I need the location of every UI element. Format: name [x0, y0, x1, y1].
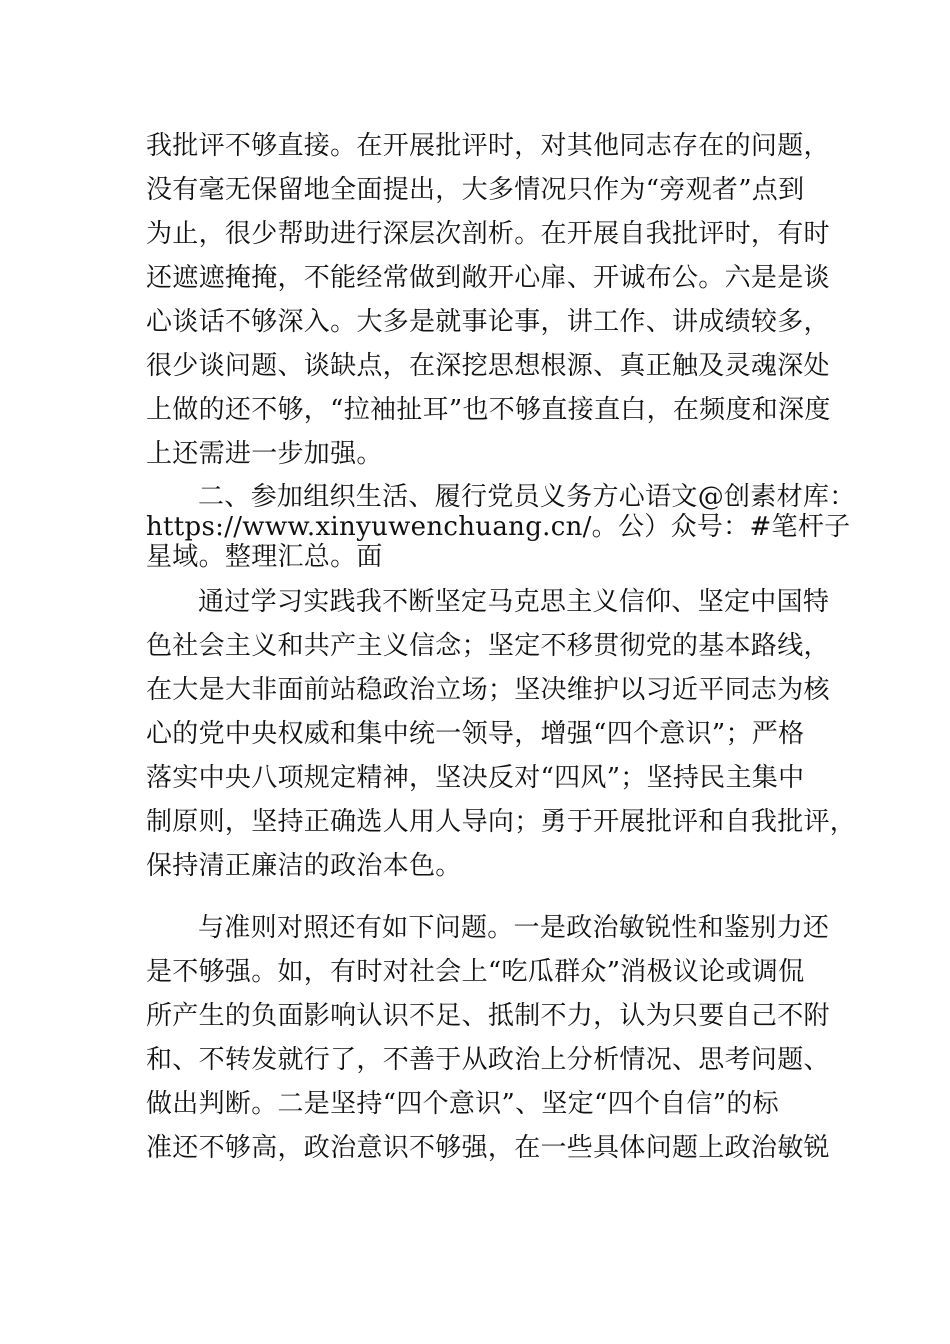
heading-line: 二、参加组织生活、履行党员义务方心语文@创素材库：	[198, 482, 856, 512]
text-line: 很少谈问题、谈缺点，在深挖思想根源、真正触及灵魂深处	[146, 351, 830, 381]
text-line: 与准则对照还有如下问题。一是政治敏锐性和鉴别力还	[198, 913, 830, 943]
text-line: 上还需进一步加强。	[146, 439, 383, 469]
text-line: 心谈话不够深入。大多是就事论事，讲工作、讲成绩较多，	[146, 307, 830, 337]
text-line: 和、不转发就行了，不善于从政治上分析情况、思考问题、	[146, 1045, 830, 1075]
text-line: 保持清正廉洁的政治本色。	[146, 851, 462, 881]
text-line: 所产生的负面影响认识不足、抵制不力，认为只要自己不附	[146, 1001, 830, 1031]
text-line: 心的党中央权威和集中统一领导，增强“四个意识”；严格	[146, 719, 805, 749]
text-line: 为止，很少帮助进行深层次剖析。在开展自我批评时，有时	[146, 219, 830, 249]
paragraph-study-practice	[146, 580, 857, 888]
heading-line: 星域。整理汇总。面	[146, 542, 383, 572]
text-line: 准还不够高，政治意识不够强，在一些具体问题上政治敏锐	[146, 1133, 830, 1163]
text-line: 制原则，坚持正确选人用人导向；勇于开展批评和自我批评，	[146, 807, 857, 837]
text-line: 没有毫无保留地全面提出，大多情况只作为“旁观者”点到	[146, 175, 805, 205]
text-line: 我批评不够直接。在开展批评时，对其他同志存在的问题，	[146, 131, 830, 161]
text-line: 上做的还不够，“拉袖扯耳”也不够直接直白，在频度和深度	[146, 395, 831, 425]
text-line: 在大是大非面前站稳政治立场；坚决维护以习近平同志为核	[146, 675, 830, 705]
document-body	[146, 124, 857, 1170]
text-line: 是不够强。如，有时对社会上“吃瓜群众”消极议论或调侃	[146, 957, 805, 987]
section-heading	[146, 482, 856, 572]
text-line: 做出判断。二是坚持“四个意识”、坚定“四个自信”的标	[146, 1089, 779, 1119]
paragraph-self-criticism	[146, 124, 831, 476]
paragraph-issues	[146, 906, 830, 1170]
text-line: 通过学习实践我不断坚定马克思主义信仰、坚定中国特	[198, 587, 830, 617]
text-line: 色社会主义和共产主义信念；坚定不移贯彻党的基本路线，	[146, 631, 830, 661]
text-line: 落实中央八项规定精神，坚决反对“四风”；坚持民主集中	[146, 763, 805, 793]
heading-line: https://www.xinyuwenchuang.cn/。公）众号：#笔杆子	[146, 512, 851, 542]
text-line: 还遮遮掩掩，不能经常做到敞开心扉、开诚布公。六是是谈	[146, 263, 830, 293]
